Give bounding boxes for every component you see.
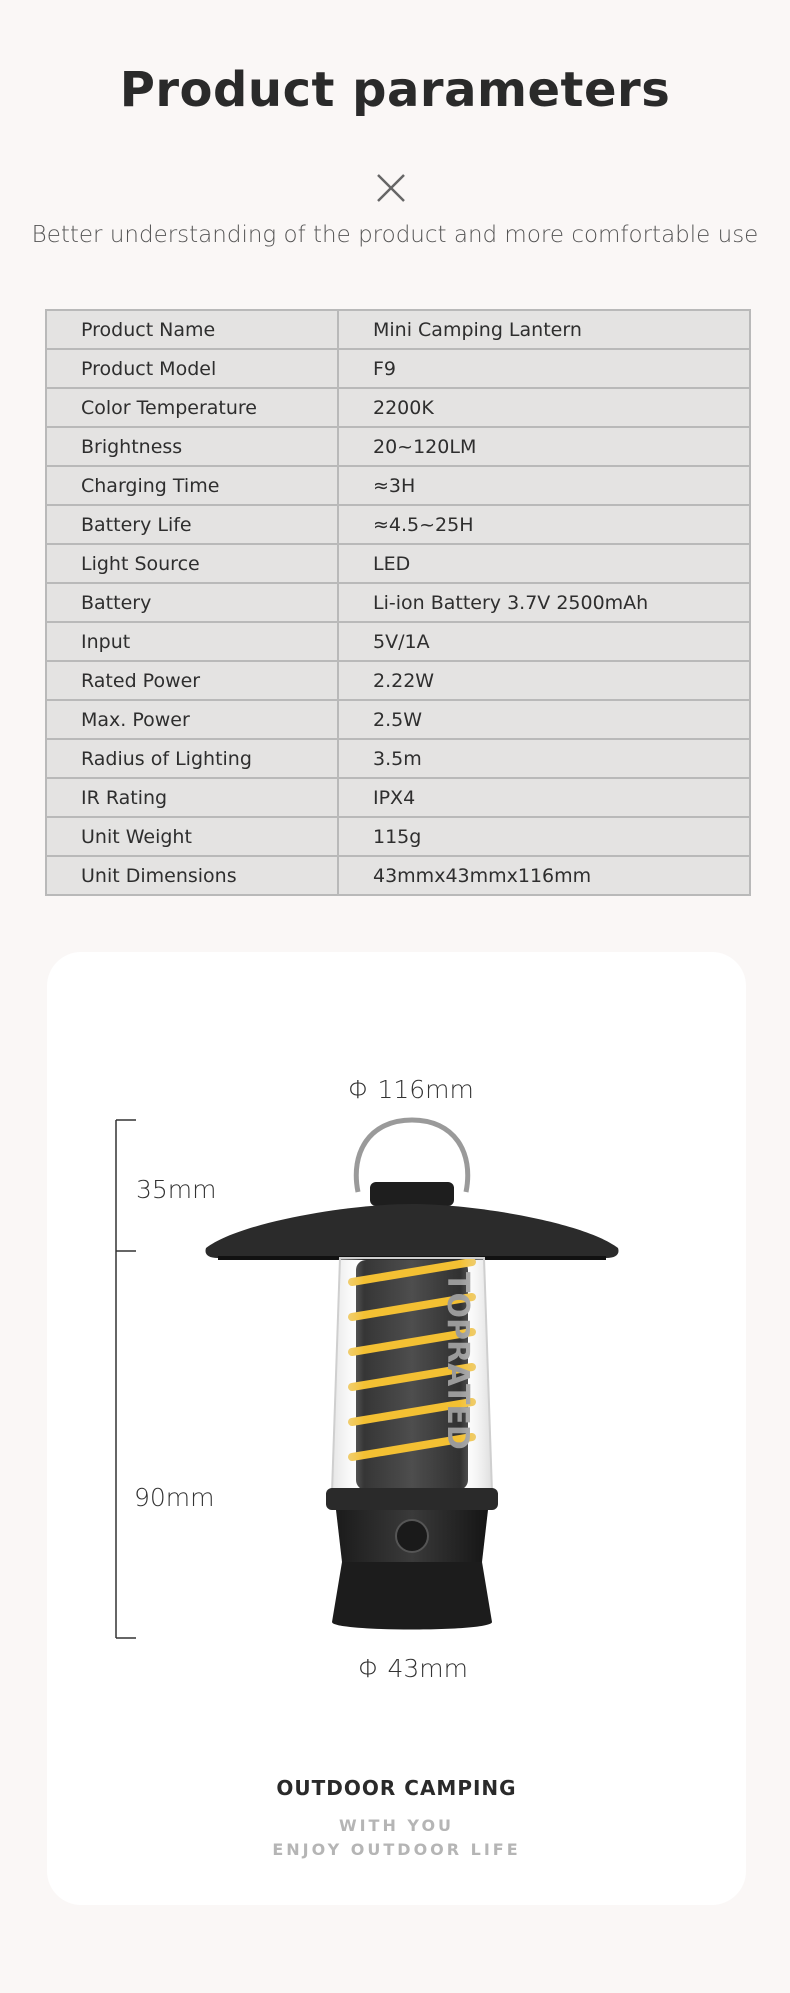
param-label: Radius of Lighting bbox=[46, 739, 338, 778]
table-row bbox=[46, 505, 750, 544]
page-title: Product parameters bbox=[119, 62, 671, 118]
table-row bbox=[46, 466, 750, 505]
page-subtitle: Better understanding of the product and more comfortable use bbox=[31, 222, 759, 248]
param-value: 20~120LM bbox=[338, 427, 750, 466]
table-row bbox=[46, 349, 750, 388]
table-row bbox=[46, 583, 750, 622]
param-value: Mini Camping Lantern bbox=[338, 310, 750, 349]
table-row bbox=[46, 661, 750, 700]
table-row bbox=[46, 388, 750, 427]
param-label: Brightness bbox=[46, 427, 338, 466]
param-label: Light Source bbox=[46, 544, 338, 583]
tagline-line-2: WITH YOU bbox=[338, 1816, 455, 1835]
param-label: Battery Life bbox=[46, 505, 338, 544]
param-label: Product Name bbox=[46, 310, 338, 349]
table-row bbox=[46, 310, 750, 349]
param-value: ≈4.5~25H bbox=[338, 505, 750, 544]
param-label: Max. Power bbox=[46, 700, 338, 739]
dimension-bracket bbox=[110, 1118, 150, 1643]
table-row bbox=[46, 622, 750, 661]
param-label: Charging Time bbox=[46, 466, 338, 505]
param-label: IR Rating bbox=[46, 778, 338, 817]
param-label: Battery bbox=[46, 583, 338, 622]
param-value: IPX4 bbox=[338, 778, 750, 817]
tagline-line-3: ENJOY OUTDOOR LIFE bbox=[272, 1840, 521, 1859]
table-row bbox=[46, 856, 750, 895]
param-label: Rated Power bbox=[46, 661, 338, 700]
table-row bbox=[46, 544, 750, 583]
param-value: Li-ion Battery 3.7V 2500mAh bbox=[338, 583, 750, 622]
table-row bbox=[46, 739, 750, 778]
close-icon[interactable] bbox=[375, 172, 407, 204]
param-value: 2.22W bbox=[338, 661, 750, 700]
param-label: Product Model bbox=[46, 349, 338, 388]
table-row bbox=[46, 817, 750, 856]
param-value: LED bbox=[338, 544, 750, 583]
param-label: Input bbox=[46, 622, 338, 661]
param-label: Unit Weight bbox=[46, 817, 338, 856]
param-label: Unit Dimensions bbox=[46, 856, 338, 895]
param-value: 2.5W bbox=[338, 700, 750, 739]
upper-height-label: 35mm bbox=[136, 1175, 217, 1204]
param-value: 2200K bbox=[338, 388, 750, 427]
lantern-image bbox=[200, 1112, 625, 1642]
parameters-table bbox=[45, 309, 751, 896]
lower-height-label: 90mm bbox=[134, 1483, 215, 1512]
table-row bbox=[46, 427, 750, 466]
param-label: Color Temperature bbox=[46, 388, 338, 427]
table-row bbox=[46, 778, 750, 817]
top-diameter-label: Φ 116mm bbox=[348, 1075, 474, 1104]
param-value: 115g bbox=[338, 817, 750, 856]
param-value: 43mmx43mmx116mm bbox=[338, 856, 750, 895]
tagline-heading: OUTDOOR CAMPING bbox=[276, 1776, 517, 1800]
param-value: 5V/1A bbox=[338, 622, 750, 661]
bottom-diameter-label: Φ 43mm bbox=[358, 1654, 468, 1683]
table-row bbox=[46, 700, 750, 739]
param-value: ≈3H bbox=[338, 466, 750, 505]
param-value: F9 bbox=[338, 349, 750, 388]
param-value: 3.5m bbox=[338, 739, 750, 778]
